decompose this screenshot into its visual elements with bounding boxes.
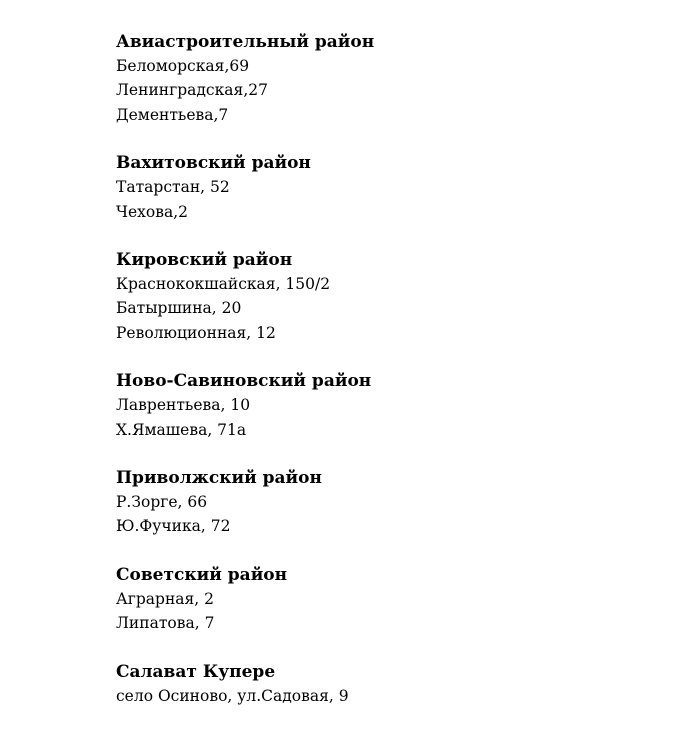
district-vakhitovsky: [116, 151, 374, 224]
address-item: Ленинградская,27: [116, 81, 268, 100]
district-title: Салават Купере: [116, 661, 276, 682]
address-item: Татарстан, 52: [116, 178, 230, 197]
district-title: Вахитовский район: [116, 153, 311, 174]
district-title: Советский район: [116, 564, 288, 585]
address-item: Батыршина, 20: [116, 299, 242, 318]
district-privolzhsky: [116, 466, 374, 539]
address-item: Краснококшайская, 150/2: [116, 275, 331, 294]
address-item: Аграрная, 2: [116, 589, 215, 608]
address-item: Липатова, 7: [116, 614, 215, 633]
address-list: [116, 30, 374, 732]
district-title: Авиастроительный район: [116, 32, 375, 52]
address-item: Ю.Фучика, 72: [116, 517, 231, 536]
address-item: село Осиново, ул.Садовая, 9: [116, 686, 349, 705]
address-item: Дементьева,7: [116, 105, 229, 124]
district-sovetsky: [116, 563, 374, 636]
district-novo-savinovsky: [116, 369, 374, 442]
district-title: Приволжский район: [116, 468, 322, 489]
district-salavat-kupere: [116, 660, 374, 708]
address-item: Лаврентьева, 10: [116, 396, 251, 415]
address-item: Чехова,2: [116, 202, 188, 221]
district-aviastroitelny: [116, 30, 374, 127]
district-title: Ново-Савиновский район: [116, 371, 372, 392]
district-title: Кировский район: [116, 250, 293, 271]
address-item: Революционная, 12: [116, 323, 276, 342]
district-kirovsky: [116, 248, 374, 345]
address-item: Х.Ямашева, 71а: [116, 420, 247, 439]
address-item: Р.Зорге, 66: [116, 493, 208, 512]
address-item: Беломорская,69: [116, 57, 250, 75]
